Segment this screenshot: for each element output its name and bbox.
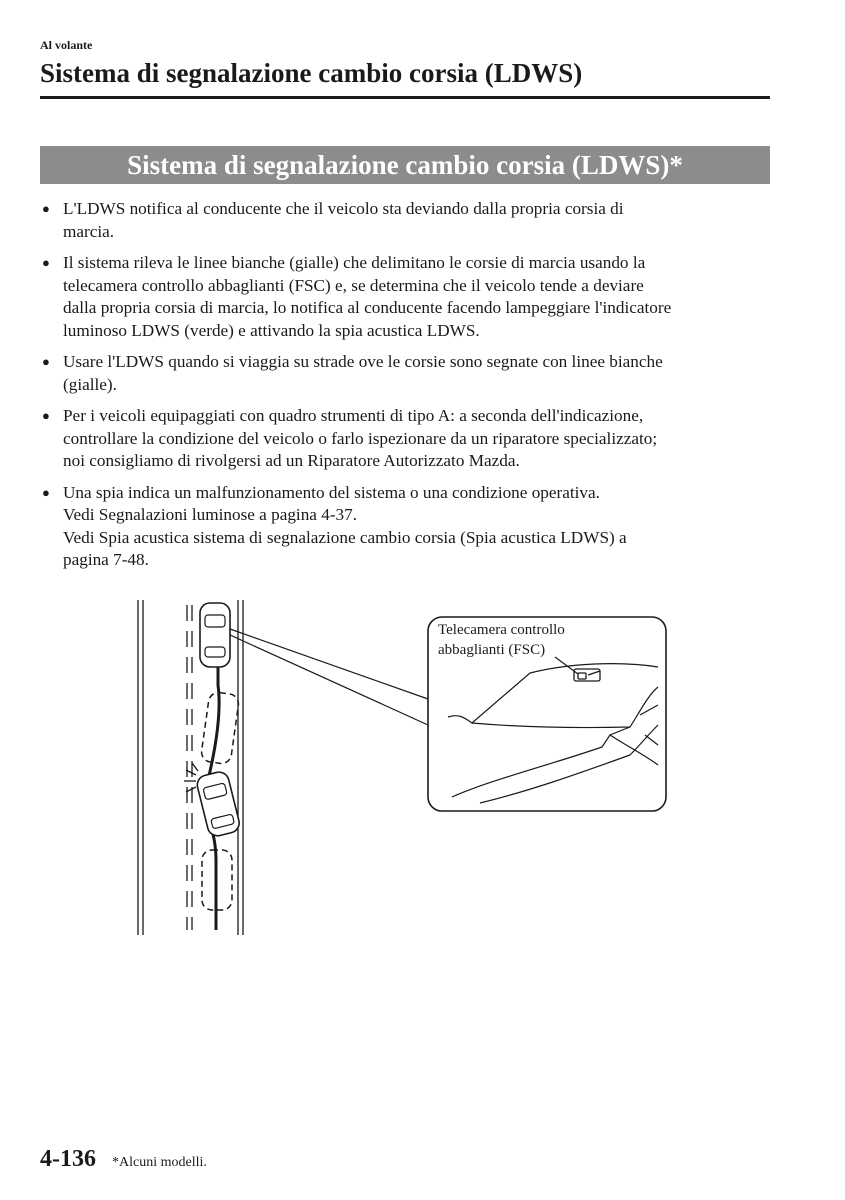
bullet-text-line: (gialle). xyxy=(63,374,117,394)
bullet-item xyxy=(40,405,770,473)
bullet-item xyxy=(40,482,770,572)
page-title: Sistema di segnalazione cambio corsia (LDWS) xyxy=(40,56,770,99)
section-banner: Sistema di segnalazione cambio corsia (LDWS)* xyxy=(40,146,770,184)
bullet-text-line: pagina 7-48. xyxy=(63,550,149,569)
lane-line-dashed xyxy=(187,605,192,930)
bullet-text-line: Vedi Segnalazioni luminose a pagina 4-37. xyxy=(63,505,358,524)
page-number: 4-136 xyxy=(40,1146,96,1172)
page-footer xyxy=(40,1146,207,1173)
drifting-car xyxy=(195,770,241,838)
bullet-list xyxy=(40,198,770,581)
bullet-icon: ● xyxy=(42,201,50,216)
callout-pointer xyxy=(230,629,428,725)
bullet-text-line: noi consigliamo di rivolgersi ad un Riparatore Autorizzato Mazda. xyxy=(63,451,520,470)
bullet-item xyxy=(40,252,770,342)
callout-label xyxy=(438,620,638,660)
bullet-text-line: Una spia indica un malfunzionamento del sistema o una condizione operativa. xyxy=(63,482,600,502)
footnote: *Alcuni modelli. xyxy=(112,1155,207,1170)
bullet-icon: ● xyxy=(42,484,50,500)
bullet-item xyxy=(40,351,770,396)
bullet-text-line: luminoso LDWS (verde) e attivando la spia acustica LDWS. xyxy=(63,320,480,340)
bullet-text-line: telecamera controllo abbaglianti (FSC) e, se determina che il veicolo tende a deviare xyxy=(63,275,644,295)
bullet-text-line: controllare la condizione del veicolo o farlo ispezionare da un riparatore specializzato; xyxy=(63,428,658,448)
bullet-item xyxy=(40,198,770,243)
bullet-text-line: Per i veicoli equipaggiati con quadro strumenti di tipo A: a seconda dell'indicazione, xyxy=(63,406,644,425)
bullet-icon: ● xyxy=(42,354,50,369)
bullet-text-line: dalla propria corsia di marcia, lo notifica al conducente facendo lampeggiare l'indicatore xyxy=(63,298,672,317)
warning-flash-icon xyxy=(184,763,198,792)
bullet-text-line: Usare l'LDWS quando si viaggia su strade ove le corsie sono segnate con linee bianche xyxy=(63,352,663,371)
bullet-text-line: Vedi Spia acustica sistema di segnalazione cambio corsia (Spia acustica LDWS) a xyxy=(63,527,627,547)
callout-label-line: Telecamera controllo xyxy=(438,622,565,638)
bullet-icon: ● xyxy=(42,255,50,270)
car-top xyxy=(200,603,230,667)
callout-label-line: abbaglianti (FSC) xyxy=(438,642,546,658)
bullet-icon: ● xyxy=(42,408,50,423)
bullet-text-line: L'LDWS notifica al conducente che il veicolo sta deviando dalla propria corsia di xyxy=(63,199,624,218)
section-label: Al volante xyxy=(40,38,93,52)
bullet-text-line: marcia. xyxy=(63,221,115,241)
bullet-text-line: Il sistema rileva le linee bianche (gialle) che delimitano le corsie di marcia usando la xyxy=(63,253,646,272)
